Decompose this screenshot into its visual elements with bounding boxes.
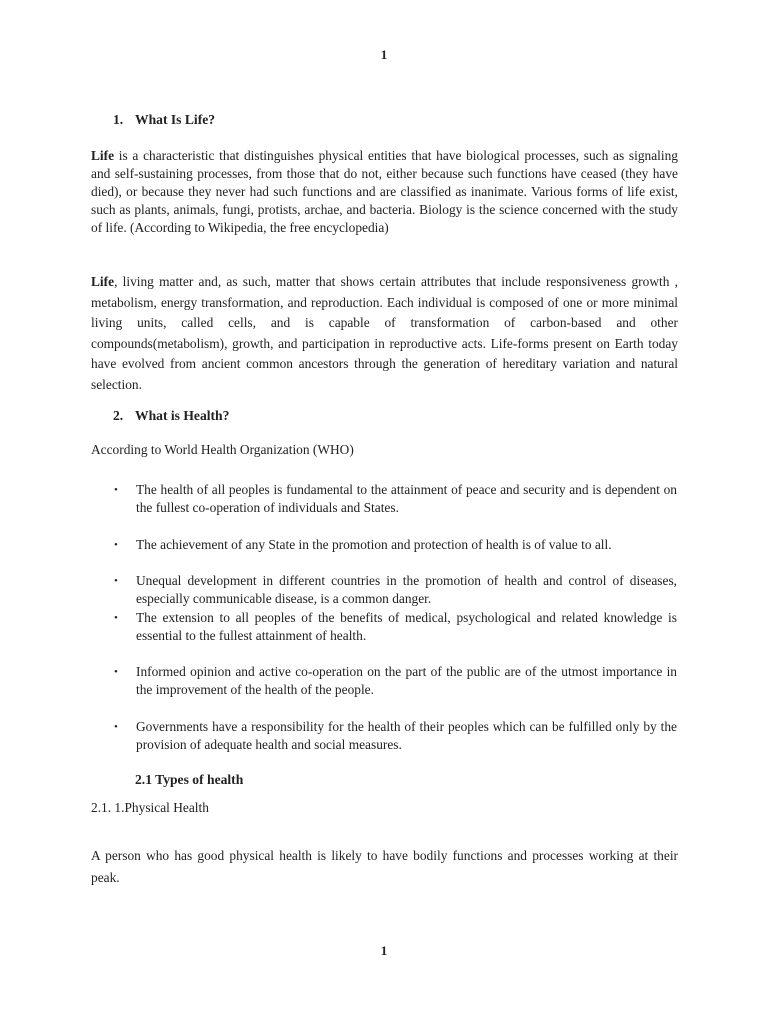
page-number-top: 1 <box>380 47 388 62</box>
list-item <box>114 572 677 608</box>
physical-health-paragraph: A person who has good physical health is likely to have bodily functions and processes working at their peak. <box>91 848 678 885</box>
list-item <box>114 481 677 517</box>
physical-health-subheading: 2.1. 1.Physical Health <box>91 800 209 815</box>
types-of-health-heading: 2.1 Types of health <box>135 772 244 787</box>
list-item <box>114 536 677 554</box>
list-item-text: Unequal development in different countries in the promotion of health and control of diseases, especially communicable disease, is a common danger. <box>136 573 677 606</box>
list-item <box>114 663 677 699</box>
life-definition-paragraph <box>91 147 678 237</box>
life-matter-text: , living matter and, as such, matter that shows certain attributes that include responsiveness growth , metabolism, energy transformation, and reproduction. Each individual is composed of one or more minimal living units, called cells, and is capable of transformation of carbon-based and other compounds(metabolism), growth, and participation in reproductive acts. Life-forms present on Earth today have evolved from ancient common ancestors through the generation of hereditary variation and natural selection. <box>91 274 678 392</box>
bullet-icon: • <box>114 666 118 678</box>
bullet-icon: • <box>114 575 118 587</box>
list-item <box>114 718 677 754</box>
life-term: Life <box>91 148 115 163</box>
list-item-text: The achievement of any State in the promotion and protection of health is of value to all. <box>136 537 612 552</box>
who-intro: According to World Health Organization (WHO) <box>91 442 354 457</box>
page-number-bottom: 1 <box>380 943 388 958</box>
section-2-title: What is Health? <box>135 408 230 423</box>
list-item-text: Informed opinion and active co-operation on the part of the public are of the utmost importance in the improvement of the health of the people. <box>136 664 677 697</box>
bullet-icon: • <box>114 484 118 496</box>
section-1-number: 1. <box>113 112 124 127</box>
section-1-title: What Is Life? <box>135 112 216 127</box>
bullet-icon: • <box>114 612 118 624</box>
list-item-text: The extension to all peoples of the benefits of medical, psychological and related knowledge is essential to the fullest attainment of health. <box>136 610 677 643</box>
life-matter-paragraph <box>91 272 678 396</box>
life-term-2: Life <box>91 274 115 289</box>
bullet-icon: • <box>114 539 118 551</box>
list-item-text: The health of all peoples is fundamental to the attainment of peace and security and is dependent on the fullest co-operation of individuals and States. <box>136 482 677 515</box>
list-item-text: Governments have a responsibility for the health of their peoples which can be fulfilled only by the provision of adequate health and social measures. <box>136 719 677 752</box>
bullet-icon: • <box>114 721 118 733</box>
section-1-heading <box>113 112 215 128</box>
list-item <box>114 609 677 645</box>
section-2-number: 2. <box>113 408 124 423</box>
section-2-heading <box>113 408 229 424</box>
life-definition-text: is a characteristic that distinguishes physical entities that have biological processes, such as signaling and self-sustaining processes, from those that do not, either because such functions have ceased (they have died), or because they never had such functions and are classified as inanimate. Various forms of life exist, such as plants, animals, fungi, protists, archae, and bacteria. Biology is the science concerned with the study of life. (According to Wikipedia, the free encyclopedia) <box>91 148 678 235</box>
